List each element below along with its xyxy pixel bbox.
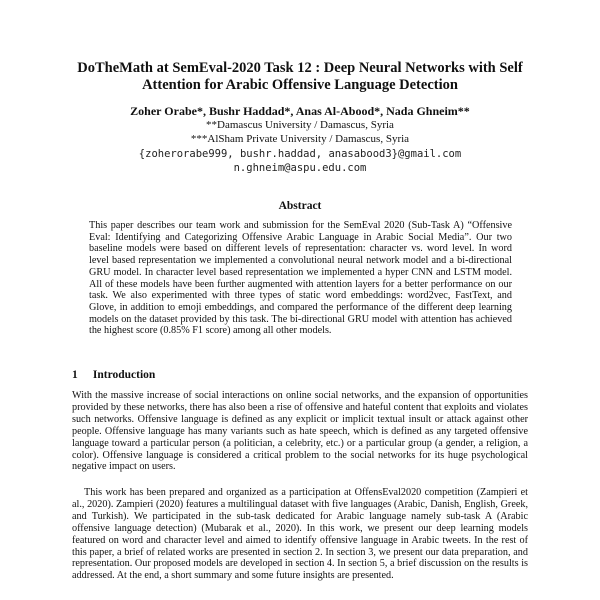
section-heading [72, 368, 532, 382]
section-number: 1 [72, 369, 78, 381]
corresponding-email: n.ghneim@aspu.edu.com [233, 162, 367, 174]
intro-paragraph-2: This work has been prepared and organized as a participation at OffensEval2020 competition (Zampieri et al., 2020). Zampieri (2020) features a multilingual dataset with five languages (Arabic, Danish, English, Greek, and Turkish). We participated in the sub-task dedicated for Arabic language namely sub-task A (Arabic offensive language detection) (Mubarak et al., 2020). In this work, we present our deep learning models featured on word and character level and aimed to identify offensive language in Arabic tweets. In the rest of this paper, a brief of related works are presented in section 2. In section 3, we present our data preparation, and representation. Our proposed models are developed in section 4. In section 5, a brief discussion on the results is addressed. At the end, a short summary and some future insights are presented. [72, 487, 528, 582]
paper-title: DoTheMath at SemEval-2020 Task 12 : Deep Neural Networks with Self Attention for Arabic Offensive Language Detection [77, 60, 523, 93]
intro-paragraph-1: With the massive increase of social interactions on online social networks, and the expansion of opportunities provided by these networks, there has also been a rise of offensive and hateful content that exploits and violates such networks. Offensive language is defined as any explicit or implicit textual insult or attack against other people. Offensive language has many variants such as hate speech, which is defined as any targeted offensive language toward a particular person (a politician, a celebrity, etc.) or a particular group (a gender, a religion, a color). Offensive language is considered a critical problem to the social networks for its huge psychological negative impact on users. [72, 390, 528, 473]
paper-authors: Zoher Orabe*, Bushr Haddad*, Anas Al-Abood*, Nada Ghneim** [130, 104, 470, 118]
abstract-heading: Abstract [278, 200, 322, 212]
author-emails: {zoherorabe999, bushr.haddad, anasabood3}@gmail.com [138, 148, 462, 160]
affiliation-damascus: **Damascus University / Damascus, Syria [206, 119, 394, 131]
section-title: Introduction [92, 369, 156, 381]
affiliation-alsham: ***AlSham Private University / Damascus, Syria [190, 133, 410, 145]
abstract-text: This paper describes our team work and submission for the SemEval 2020 (Sub-Task A) “Offensive Eval: Identifying and Categorizing Offensive Arabic Language in Arabic Social Media”. Our two baseline models were based on different levels of representation: character vs. word level. In word level based representation we implemented a convolutional neural network model and a bi-directional GRU model. In character level based representation we implemented a hyper CNN and LSTM model. All of these models have been further augmented with attention layers for a better performance on our task. We also experimented with three types of static word embeddings: word2vec, FastText, and Glove, in addition to emoji embeddings, and compared the performance of the different deep learning models on the dataset provided by this task. The bi-directional GRU model with attention has achieved the highest score (0.85% F1 score) among all other models. [89, 220, 512, 337]
